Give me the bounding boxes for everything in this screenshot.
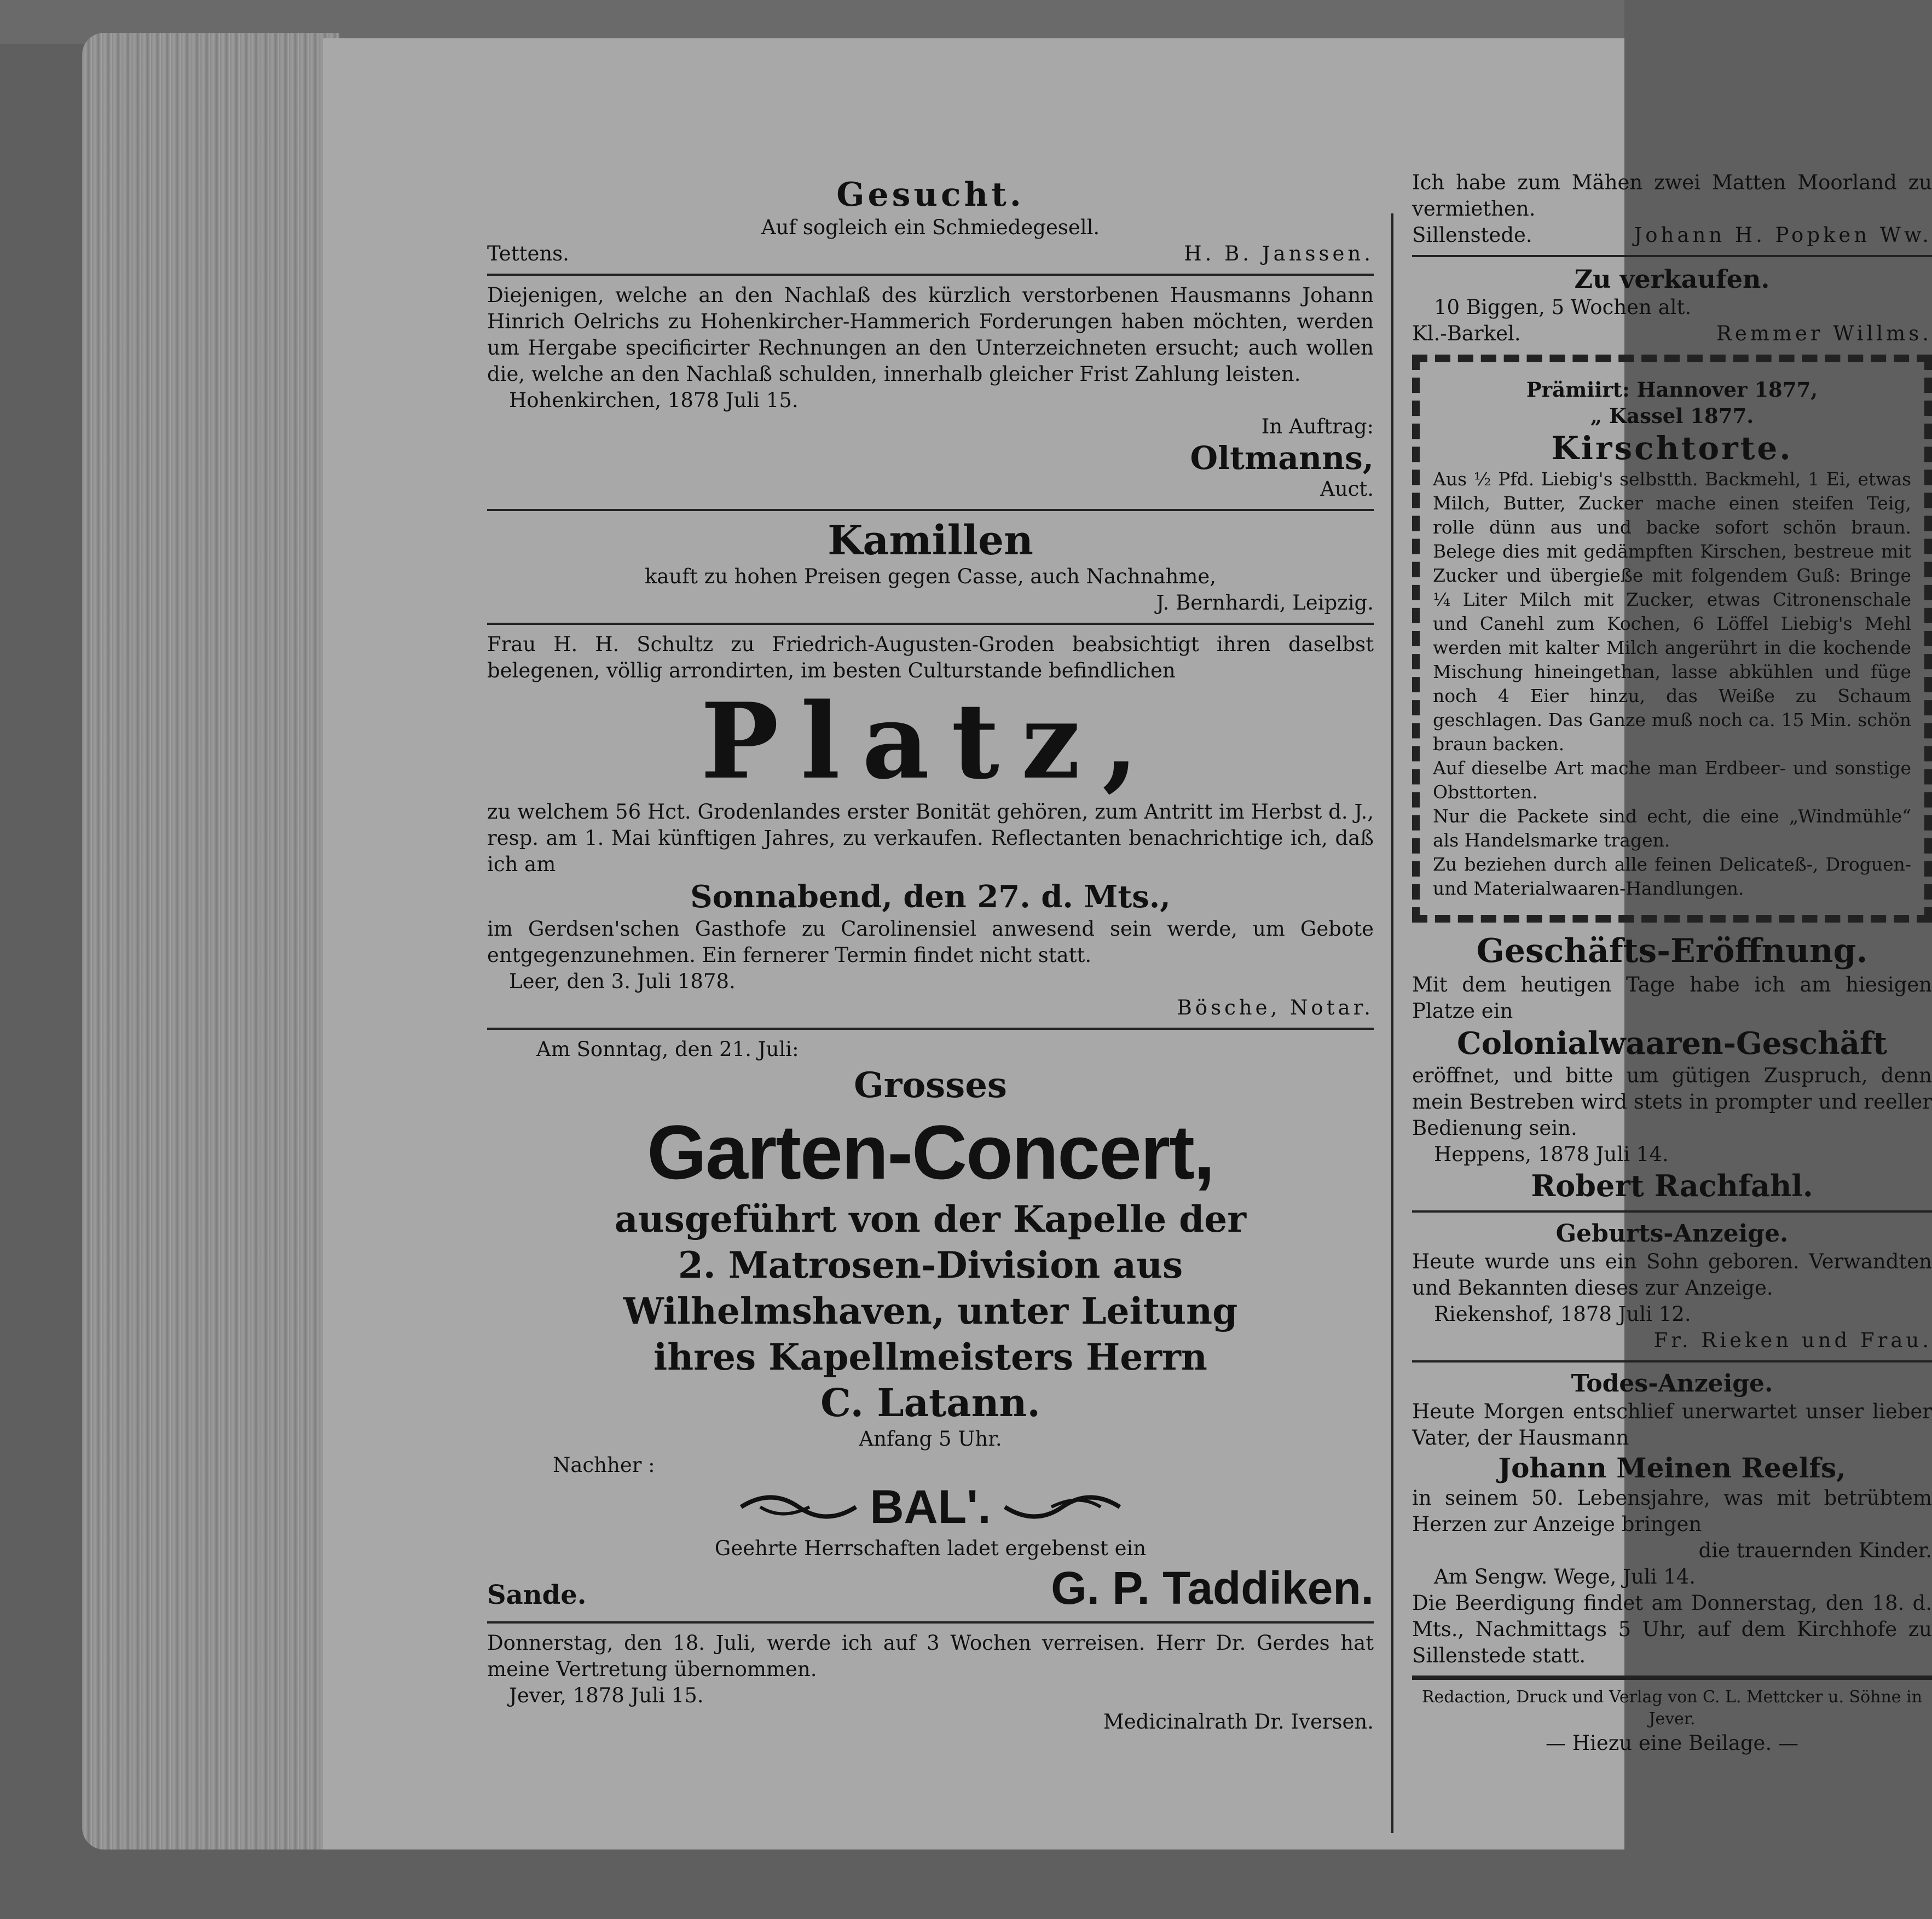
ad-signature: H. B. Janssen. bbox=[1184, 242, 1374, 265]
ad-invite: Geehrte Herrschaften ladet ergebenst ein bbox=[714, 1537, 1147, 1560]
ball-ornament bbox=[487, 1481, 1374, 1533]
ad-text: zu welchem 56 Hct. Grodenlandes erster Bonität gehören, zum Antritt im Herbst d. J., resp. am 1. Mai künftigen Jahres, zu verkaufen. Reflectanten benachrichtige ich, daß ich am bbox=[487, 800, 1374, 876]
divider bbox=[487, 509, 1374, 511]
ad-signature: Robert Rachfahl. bbox=[1531, 1168, 1813, 1203]
ad-text: Heute wurde uns ein Sohn geboren. Verwandten und Bekannten dieses zur Anzeige. bbox=[1412, 1250, 1932, 1300]
ad-signature: Bösche, Notar. bbox=[1177, 996, 1374, 1019]
ad-title: Zu verkaufen. bbox=[1574, 264, 1770, 294]
ad-shop: Colonialwaaren-Geschäft bbox=[1457, 1025, 1887, 1062]
ad-platz bbox=[487, 631, 1374, 1021]
ad-day: Sonnabend, den 27. d. Mts., bbox=[690, 879, 1171, 915]
book-page-edges bbox=[82, 33, 339, 1850]
ad-text2: im Gerdsen'schen Gasthofe zu Carolinensiel anwesend sein werde, um Gebote entgegenzunehmen. Ein fernerer Termin findet nicht statt. bbox=[487, 917, 1374, 967]
ad-text2: in seinem 50. Lebensjahre, was mit betrübtem Herzen zur Anzeige bringen bbox=[1412, 1486, 1932, 1536]
ad-grosses: Grosses bbox=[854, 1065, 1007, 1106]
ad-intro: Frau H. H. Schultz zu Friedrich-Augusten-Groden beabsichtigt ihren daselbst belegenen, völlig arrondirten, im besten Culturstande befindlichen bbox=[487, 633, 1374, 682]
ad-title: Geschäfts-Eröffnung. bbox=[1476, 932, 1868, 970]
ad-kirschtorte bbox=[1412, 355, 1932, 923]
ad-signature: Fr. Rieken und Frau. bbox=[1653, 1329, 1932, 1352]
column-divider bbox=[1391, 213, 1393, 1833]
ad-place: Sillenstede. bbox=[1412, 223, 1532, 247]
ad-signature: Oltmanns, bbox=[1190, 439, 1374, 477]
ad-deceased: Johann Meinen Reelfs, bbox=[1498, 1452, 1846, 1484]
ad-title: Platz, bbox=[701, 680, 1160, 802]
ad-line: 2. Matrosen-Division aus bbox=[678, 1244, 1183, 1286]
flourish-right-icon bbox=[1002, 1488, 1123, 1526]
newspaper-page bbox=[323, 38, 1932, 1850]
divider bbox=[1412, 1360, 1932, 1363]
ad-start: Anfang 5 Uhr. bbox=[859, 1427, 1002, 1451]
ad-place: Sande. bbox=[487, 1580, 587, 1610]
right-column bbox=[1412, 170, 1932, 1756]
divider bbox=[487, 1028, 1374, 1030]
ad-text2: Auf dieselbe Art mache man Erdbeer- und sonstige Obsttorten. bbox=[1433, 757, 1911, 803]
ad-geburt bbox=[1412, 1219, 1932, 1354]
ad-date: Leer, den 3. Juli 1878. bbox=[509, 970, 736, 993]
divider bbox=[1412, 255, 1932, 257]
ad-date: Am Sengw. Wege, Juli 14. bbox=[1434, 1565, 1696, 1588]
ad-text: Aus ½ Pfd. Liebig's selbstth. Backmehl, 1 Ei, etwas Milch, Butter, Zucker mache einen steifen Teig, rolle dünn aus und backe sofort schön braun. Belege dies mit gedämpften Kirschen, bestreue mit Zucker und übergieße mit folgendem Guß: Bringe ¼ Liter Milch mit Zucker, etwas Citronenschale und Canehl zum Kochen, 6 Löffel Liebig's Mehl werden mit kalter Milch angerührt in die kochende Mischung hineingethan, lasse abkühlen und füge noch 4 Eier hinzu, das Weiße zu Schaum geschlagen. Das Ganze muß noch ca. 15 Min. schön braun backen. bbox=[1433, 468, 1911, 755]
ad-line: ausgeführt von der Kapelle der bbox=[614, 1198, 1247, 1240]
divider bbox=[487, 623, 1374, 625]
ad-line: ihres Kapellmeisters Herrn bbox=[653, 1336, 1207, 1378]
ad-nachher: Nachher : bbox=[553, 1453, 655, 1477]
ad-tod bbox=[1412, 1369, 1932, 1669]
imprint bbox=[1412, 1686, 1932, 1756]
ad-signature: Remmer Willms. bbox=[1716, 322, 1932, 345]
ad-verkaufen bbox=[1412, 264, 1932, 347]
ad-date: Riekenshof, 1878 Juli 12. bbox=[1434, 1302, 1691, 1326]
ad-date: Hohenkirchen, 1878 Juli 15. bbox=[509, 389, 799, 412]
ad-role: Auct. bbox=[1320, 477, 1374, 501]
imprint-text: Redaction, Druck und Verlag von C. L. Mettcker u. Söhne in Jever. bbox=[1421, 1688, 1923, 1729]
ad-text: Donnerstag, den 18. Juli, werde ich auf 3 Wochen verreisen. Herr Dr. Gerdes hat meine Vertretung übernommen. bbox=[487, 1631, 1374, 1681]
imprint-beilage: — Hiezu eine Beilage. — bbox=[1546, 1731, 1798, 1755]
divider bbox=[487, 274, 1374, 276]
ad-nachlass bbox=[487, 282, 1374, 502]
ad-place: Kl.-Barkel. bbox=[1412, 322, 1521, 345]
ad-text: 10 Biggen, 5 Wochen alt. bbox=[1434, 295, 1692, 319]
ad-moorland bbox=[1412, 170, 1932, 248]
ad-geschaeft bbox=[1412, 930, 1932, 1204]
ad-text: Auf sogleich ein Schmiedegesell. bbox=[761, 216, 1100, 239]
ad-title: Garten-Concert, bbox=[647, 1109, 1214, 1195]
ad-ball: BAL'. bbox=[870, 1481, 991, 1533]
ad-auftrag: In Auftrag: bbox=[1261, 415, 1374, 438]
ad-signature: die trauernden Kinder. bbox=[1698, 1539, 1932, 1562]
ad-text: Ich habe zum Mähen zwei Matten Moorland zu vermiethen. bbox=[1412, 171, 1932, 221]
ad-text: Mit dem heutigen Tage habe ich am hiesigen Platze ein bbox=[1412, 973, 1932, 1023]
ad-date: Am Sonntag, den 21. Juli: bbox=[536, 1037, 799, 1061]
left-column bbox=[487, 175, 1374, 1735]
ad-title: Geburts-Anzeige. bbox=[1555, 1220, 1789, 1248]
flourish-left-icon bbox=[738, 1488, 859, 1526]
ad-concert bbox=[487, 1036, 1374, 1615]
ad-conductor: C. Latann. bbox=[820, 1380, 1040, 1425]
divider bbox=[487, 1621, 1374, 1624]
ad-date: Heppens, 1878 Juli 14. bbox=[1434, 1143, 1669, 1166]
ad-title: Kamillen bbox=[828, 517, 1033, 564]
ad-signature: Johann H. Popken Ww. bbox=[1634, 223, 1932, 247]
ad-award: „ Kassel 1877. bbox=[1590, 404, 1754, 428]
ad-place: Tettens. bbox=[487, 242, 569, 265]
ad-kamillen bbox=[487, 518, 1374, 616]
ad-text: Heute Morgen entschlief unerwartet unser lieber Vater, der Hausmann bbox=[1412, 1400, 1932, 1450]
divider bbox=[1412, 1675, 1932, 1680]
ad-gesucht bbox=[487, 175, 1374, 267]
ad-text: kauft zu hohen Preisen gegen Casse, auch Nachnahme, bbox=[644, 565, 1217, 588]
ad-signature: Medicinalrath Dr. Iversen. bbox=[1103, 1710, 1374, 1734]
ad-title: Gesucht. bbox=[836, 176, 1025, 214]
ad-title: Kirschtorte. bbox=[1551, 430, 1793, 467]
ad-text3: Die Beerdigung findet am Donnerstag, den 18. d. Mts., Nachmittags 5 Uhr, auf dem Kirchhofe zu Sillenstede statt. bbox=[1412, 1591, 1932, 1667]
ad-host: G. P. Taddiken. bbox=[1051, 1562, 1374, 1614]
ad-text: Diejenigen, welche an den Nachlaß des kürzlich verstorbenen Hausmanns Johann Hinrich Oelrichs zu Hohenkircher-Hammerich Forderungen haben möchten, werden um Hergabe specificirter Rechnungen an den Unterzeichneten ersucht; auch wollen die, welche an den Nachlaß schulden, innerhalb gleicher Frist Zahlung leisten. bbox=[487, 283, 1374, 386]
ad-verreisen bbox=[487, 1630, 1374, 1735]
ad-line: Wilhelmshaven, unter Leitung bbox=[623, 1290, 1238, 1332]
ad-award: Prämiirt: Hannover 1877, bbox=[1526, 378, 1818, 402]
ad-title: Todes-Anzeige. bbox=[1571, 1370, 1773, 1398]
ad-date: Jever, 1878 Juli 15. bbox=[509, 1684, 704, 1707]
ad-text3: Nur die Packete sind echt, die eine „Windmühle“ als Handelsmarke tragen. bbox=[1433, 805, 1911, 851]
ad-text4: Zu beziehen durch alle feinen Delicateß-, Droguen- und Materialwaaren-Handlungen. bbox=[1433, 854, 1911, 899]
ad-signature: J. Bernhardi, Leipzig. bbox=[1156, 591, 1374, 614]
divider bbox=[1412, 1210, 1932, 1213]
ad-text2: eröffnet, und bitte um gütigen Zuspruch, denn mein Bestreben wird stets in prompter und reeller Bedienung sein. bbox=[1412, 1064, 1932, 1140]
